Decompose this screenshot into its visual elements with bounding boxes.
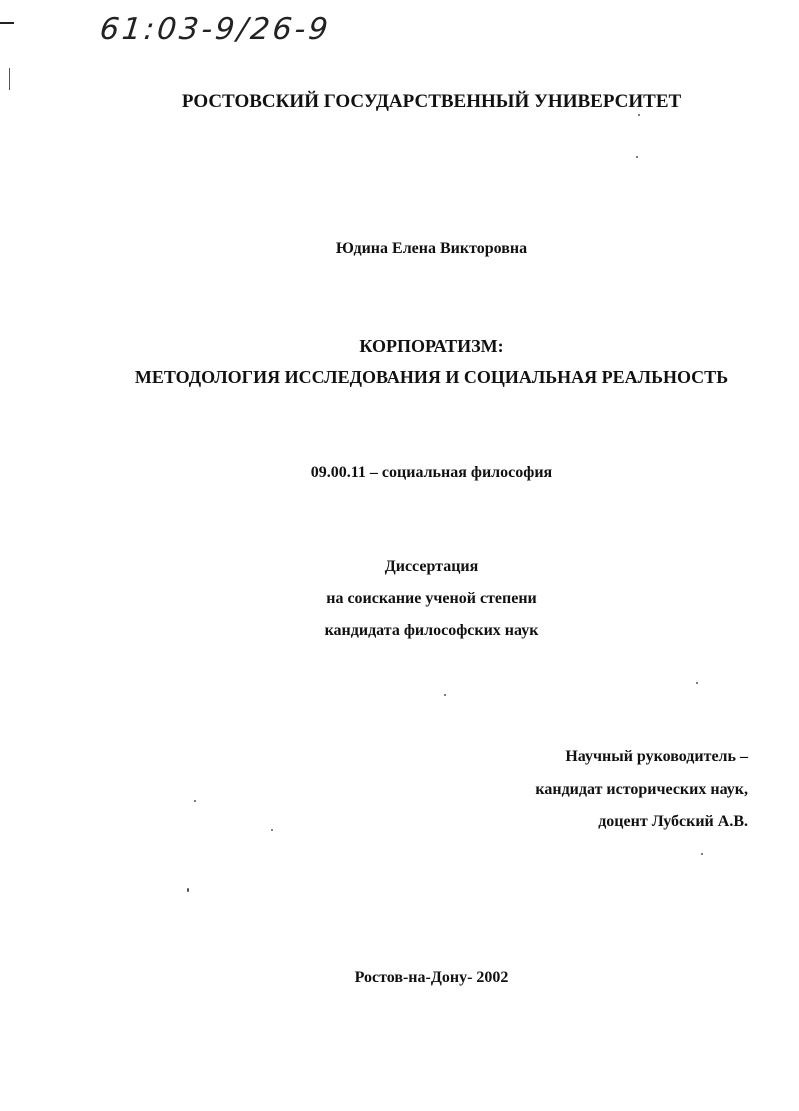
scan-speck [701, 853, 703, 855]
scan-speck [696, 682, 698, 684]
author-name: Юдина Елена Викторовна [335, 240, 528, 257]
scan-speck [638, 114, 640, 116]
place-and-year: Ростов-на-Дону- 2002 [354, 969, 509, 986]
scan-speck [194, 800, 196, 802]
margin-mark [9, 68, 10, 90]
dissertation-title-line-2: МЕТОДОЛОГИЯ ИССЛЕДОВАНИЯ И СОЦИАЛЬНАЯ РЕАЛЬНОСТЬ [134, 367, 729, 387]
university-name: РОСТОВСКИЙ ГОСУДАРСТВЕННЫЙ УНИВЕРСИТЕТ [181, 91, 682, 112]
degree-purpose: на соискание ученой степени [326, 590, 537, 607]
scan-speck [271, 829, 273, 831]
supervisor-degree: кандидат исторических наук, [535, 781, 748, 798]
supervisor-name: доцент Лубский А.В. [598, 813, 748, 830]
scan-speck [636, 156, 638, 158]
scan-speck [444, 694, 446, 696]
scan-speck [187, 888, 189, 892]
archive-code-handwritten: 61:03-9/26-9 [98, 12, 333, 47]
corner-mark [0, 22, 14, 24]
dissertation-label: Диссертация [384, 558, 479, 575]
degree-name: кандидата философских наук [324, 622, 539, 639]
dissertation-title-line-1: КОРПОРАТИЗМ: [359, 336, 504, 356]
supervisor-label: Научный руководитель – [565, 748, 748, 765]
specialty-code: 09.00.11 – социальная философия [310, 464, 553, 481]
